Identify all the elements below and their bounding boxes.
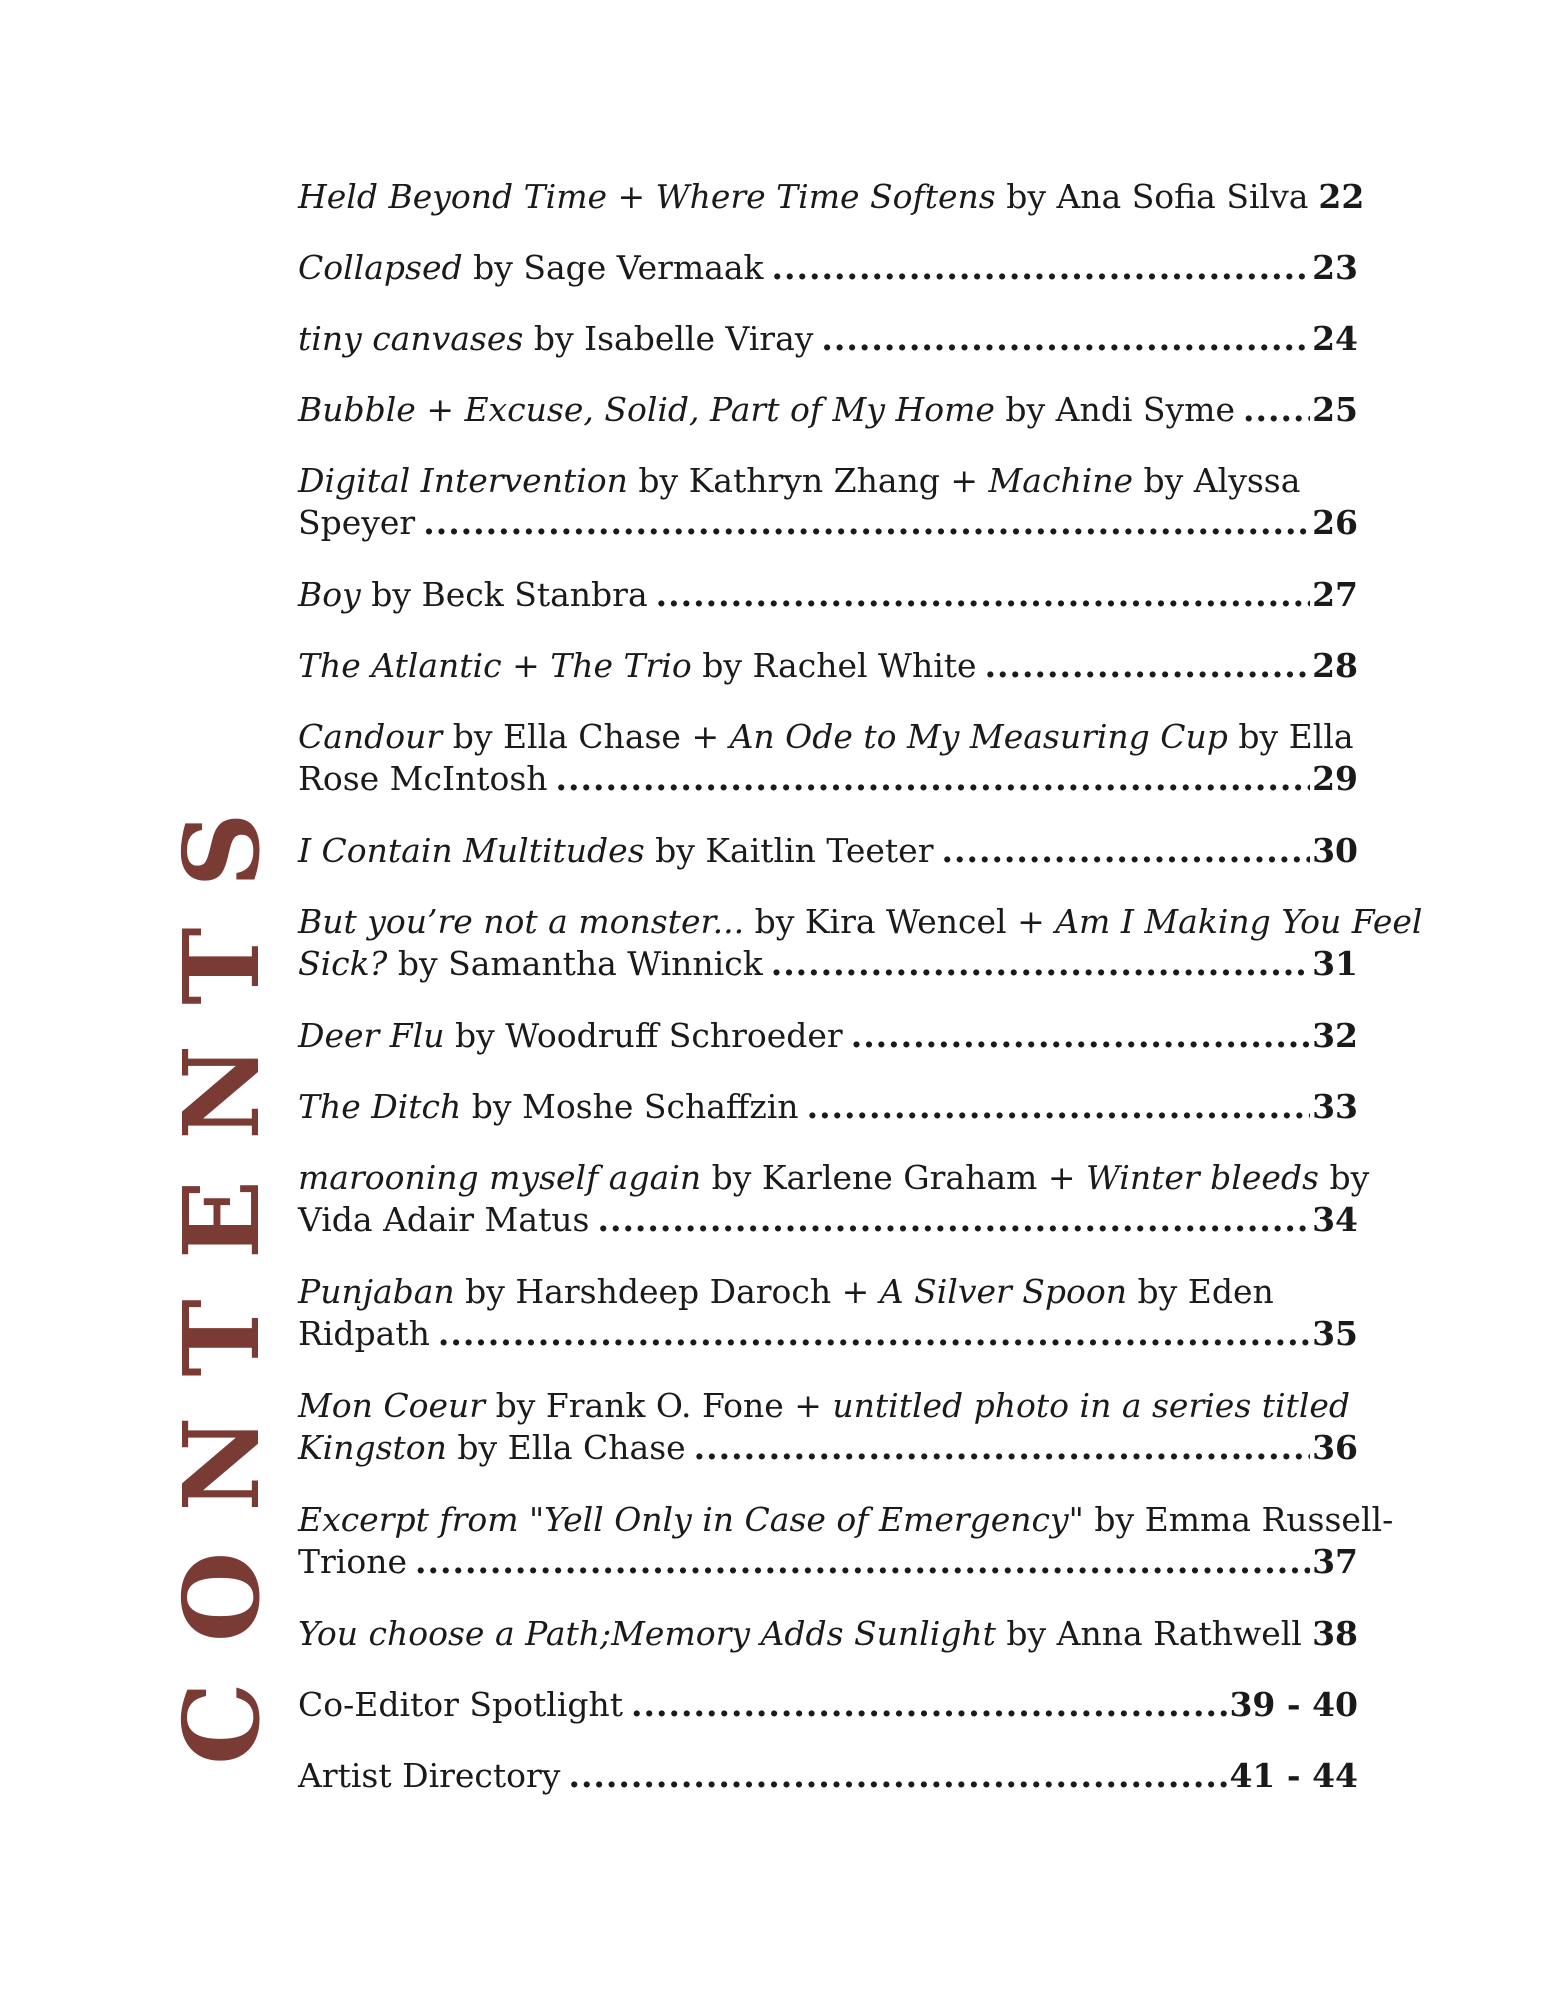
entry-author-text: Vida Adair Matus — [298, 1200, 590, 1239]
entry-text — [298, 1015, 851, 1057]
entry-author-text: by — [1318, 1158, 1370, 1197]
dot-leader — [694, 1427, 1310, 1469]
entry-text — [298, 574, 656, 616]
entry-title-text: + untitled photo in a series titled — [794, 1386, 1351, 1425]
toc-entry[interactable] — [298, 1499, 1394, 1613]
entry-title-text: The Ditch — [298, 1087, 462, 1126]
entry-author-text: Trione — [298, 1542, 407, 1581]
entry-text — [298, 389, 1243, 431]
page-number: 38 — [1312, 1614, 1358, 1653]
page-number: 29 — [1312, 759, 1358, 798]
entry-first-line — [298, 1271, 1358, 1313]
entry-author-text: by Anna Rathwell — [995, 1614, 1302, 1653]
page-number: 25 — [1312, 390, 1358, 429]
entry-title-text: Held Beyond Time + Where Time Softens — [298, 177, 996, 216]
entry-text — [298, 318, 821, 360]
entry-title-text: Bubble + Excuse, Solid, Part of My Home — [298, 390, 995, 429]
page-number: 26 — [1312, 503, 1358, 542]
entry-author-text: by Kaitlin Teeter — [644, 831, 934, 870]
toc-entry[interactable] — [298, 574, 1358, 645]
dot-leader — [851, 1015, 1310, 1057]
entry-title-text: Punjaban — [298, 1272, 455, 1311]
entry-title-text: + An Ode to My Measuring Cup — [691, 717, 1228, 756]
entry-author-text: by Samantha Winnick — [387, 944, 763, 983]
toc-entry[interactable] — [298, 1684, 1358, 1755]
entry-author-text: Co-Editor Spotlight — [298, 1685, 624, 1724]
dot-leader — [771, 943, 1310, 985]
page-number: 31 — [1312, 944, 1358, 983]
entry-author-text: by Ella Chase — [446, 1428, 686, 1467]
entry-author-text: Speyer — [298, 503, 416, 542]
entry-first-line — [298, 460, 1358, 502]
entry-title-text: But you’re not a monster... — [298, 902, 745, 941]
toc-entry[interactable] — [298, 1613, 1358, 1684]
page-number: 36 — [1312, 1428, 1358, 1467]
toc-entry[interactable] — [298, 716, 1358, 830]
dot-leader — [423, 502, 1310, 544]
entry-first-line — [298, 901, 1423, 943]
entry-author-text: Ridpath — [298, 1314, 430, 1353]
toc-entry[interactable] — [298, 1015, 1358, 1086]
entry-title-text: + Machine — [950, 461, 1134, 500]
entry-text — [298, 645, 985, 687]
entry-author-text: by Beck Stanbra — [360, 575, 648, 614]
entry-author-text: Artist Directory — [298, 1756, 561, 1795]
table-of-contents — [298, 176, 1423, 1826]
entry-author-text: by Eden — [1126, 1272, 1274, 1311]
entry-title-text: Digital Intervention — [298, 461, 628, 500]
entry-title-text: I Contain Multitudes — [298, 831, 645, 870]
entry-author-text: Rose McIntosh — [298, 759, 548, 798]
page-number: 34 — [1312, 1200, 1358, 1239]
page-number: 30 — [1312, 831, 1358, 870]
toc-entry[interactable] — [298, 247, 1358, 318]
entry-title-text: Mon Coeur — [298, 1386, 486, 1425]
entry-title-text: Boy — [298, 575, 361, 614]
dot-leader — [1243, 389, 1310, 431]
entry-title-text: Sick? — [298, 944, 388, 983]
page-number: 37 — [1312, 1542, 1358, 1581]
entry-text — [298, 1427, 694, 1469]
entry-author-text: by Frank O. Fone — [485, 1386, 795, 1425]
entry-title-text: Collapsed — [298, 248, 463, 287]
dot-leader — [631, 1684, 1227, 1726]
entry-text — [298, 1199, 597, 1241]
page-number: 32 — [1312, 1016, 1358, 1055]
entry-text — [298, 502, 423, 544]
entry-author-text: by Moshe Schaffzin — [461, 1087, 799, 1126]
entry-author-text: by Kira Wencel — [744, 902, 1018, 941]
entry-text — [298, 1086, 807, 1128]
entry-author-text: by Kathryn Zhang — [627, 461, 951, 500]
entry-text — [298, 1613, 1310, 1655]
entry-first-line — [298, 1385, 1358, 1427]
toc-entry[interactable] — [298, 1157, 1370, 1271]
dot-leader — [821, 318, 1310, 360]
page-number: 28 — [1312, 646, 1358, 685]
dot-leader — [985, 645, 1311, 687]
entry-text — [298, 758, 556, 800]
entry-text — [298, 1541, 415, 1583]
toc-entry[interactable] — [298, 1755, 1358, 1826]
entry-author-text: by Isabelle Viray — [523, 319, 814, 358]
toc-entry[interactable] — [298, 176, 1365, 247]
dot-leader — [772, 247, 1311, 289]
dot-leader — [656, 574, 1310, 616]
toc-entry[interactable] — [298, 460, 1358, 574]
entry-author-text: by Ella — [1227, 717, 1354, 756]
dot-leader — [941, 830, 1310, 872]
toc-entry[interactable] — [298, 1385, 1358, 1499]
entry-text — [298, 1313, 438, 1355]
entry-title-text: Deer Flu — [298, 1016, 445, 1055]
entry-first-line — [298, 716, 1358, 758]
entry-title-text: You choose a Path;Memory Adds Sunlight — [298, 1614, 996, 1653]
page-number: 41 - 44 — [1229, 1756, 1358, 1795]
toc-entry[interactable] — [298, 645, 1358, 716]
entry-author-text: by Sage Vermaak — [462, 248, 764, 287]
entry-author-text: by Ella Chase — [442, 717, 692, 756]
entry-title-text: Kingston — [298, 1428, 447, 1467]
dot-leader — [415, 1541, 1310, 1583]
entry-title-text: marooning myself again — [298, 1158, 702, 1197]
dot-leader — [556, 758, 1311, 800]
toc-entry[interactable] — [298, 1271, 1358, 1385]
entry-title-text: Candour — [298, 717, 443, 756]
entry-title-text: tiny canvases — [298, 319, 524, 358]
dot-leader — [597, 1199, 1310, 1241]
page-number: 35 — [1312, 1314, 1358, 1353]
entry-author-text: by Andi Syme — [994, 390, 1235, 429]
entry-author-text: by Woodruff Schroeder — [444, 1016, 843, 1055]
entry-author-text: by Ana Sofia Silva — [995, 177, 1309, 216]
entry-author-text: by Rachel White — [691, 646, 977, 685]
toc-entry[interactable] — [298, 901, 1423, 1015]
entry-text — [298, 1755, 568, 1797]
page-number: 27 — [1312, 575, 1358, 614]
entry-author-text: by Karlene Graham — [701, 1158, 1048, 1197]
entry-title-text: The Atlantic + The Trio — [298, 646, 692, 685]
entry-author-text: by Emma Russell- — [1083, 1500, 1394, 1539]
entry-title-text: + Winter bleeds — [1047, 1158, 1319, 1197]
page-number: 23 — [1312, 248, 1358, 287]
dot-leader — [568, 1755, 1227, 1797]
page-number: 33 — [1312, 1087, 1358, 1126]
entry-text — [298, 247, 772, 289]
entry-title-text: + Am I Making You Feel — [1017, 902, 1423, 941]
entry-author-text: by Harshdeep Daroch — [454, 1272, 842, 1311]
entry-author-text: by Alyssa — [1133, 461, 1301, 500]
entry-title-text: Excerpt from "Yell Only in Case of Emergency" — [298, 1500, 1084, 1539]
toc-entry[interactable] — [298, 389, 1358, 460]
entry-first-line — [298, 1157, 1370, 1199]
dot-leader — [438, 1313, 1310, 1355]
page-number: 22 — [1318, 177, 1365, 216]
entry-text — [298, 830, 941, 872]
entry-title-text: + A Silver Spoon — [841, 1272, 1127, 1311]
dot-leader — [807, 1086, 1310, 1128]
page-number: 39 - 40 — [1229, 1685, 1358, 1724]
entry-first-line — [298, 1499, 1394, 1541]
toc-entry[interactable] — [298, 830, 1358, 901]
page-number: 24 — [1312, 319, 1358, 358]
toc-entry[interactable] — [298, 1086, 1358, 1157]
entry-text — [298, 176, 1316, 218]
toc-entry[interactable] — [298, 318, 1358, 389]
contents-side-title: CONTENTS — [160, 772, 283, 1765]
entry-text — [298, 1684, 631, 1726]
entry-text — [298, 943, 771, 985]
